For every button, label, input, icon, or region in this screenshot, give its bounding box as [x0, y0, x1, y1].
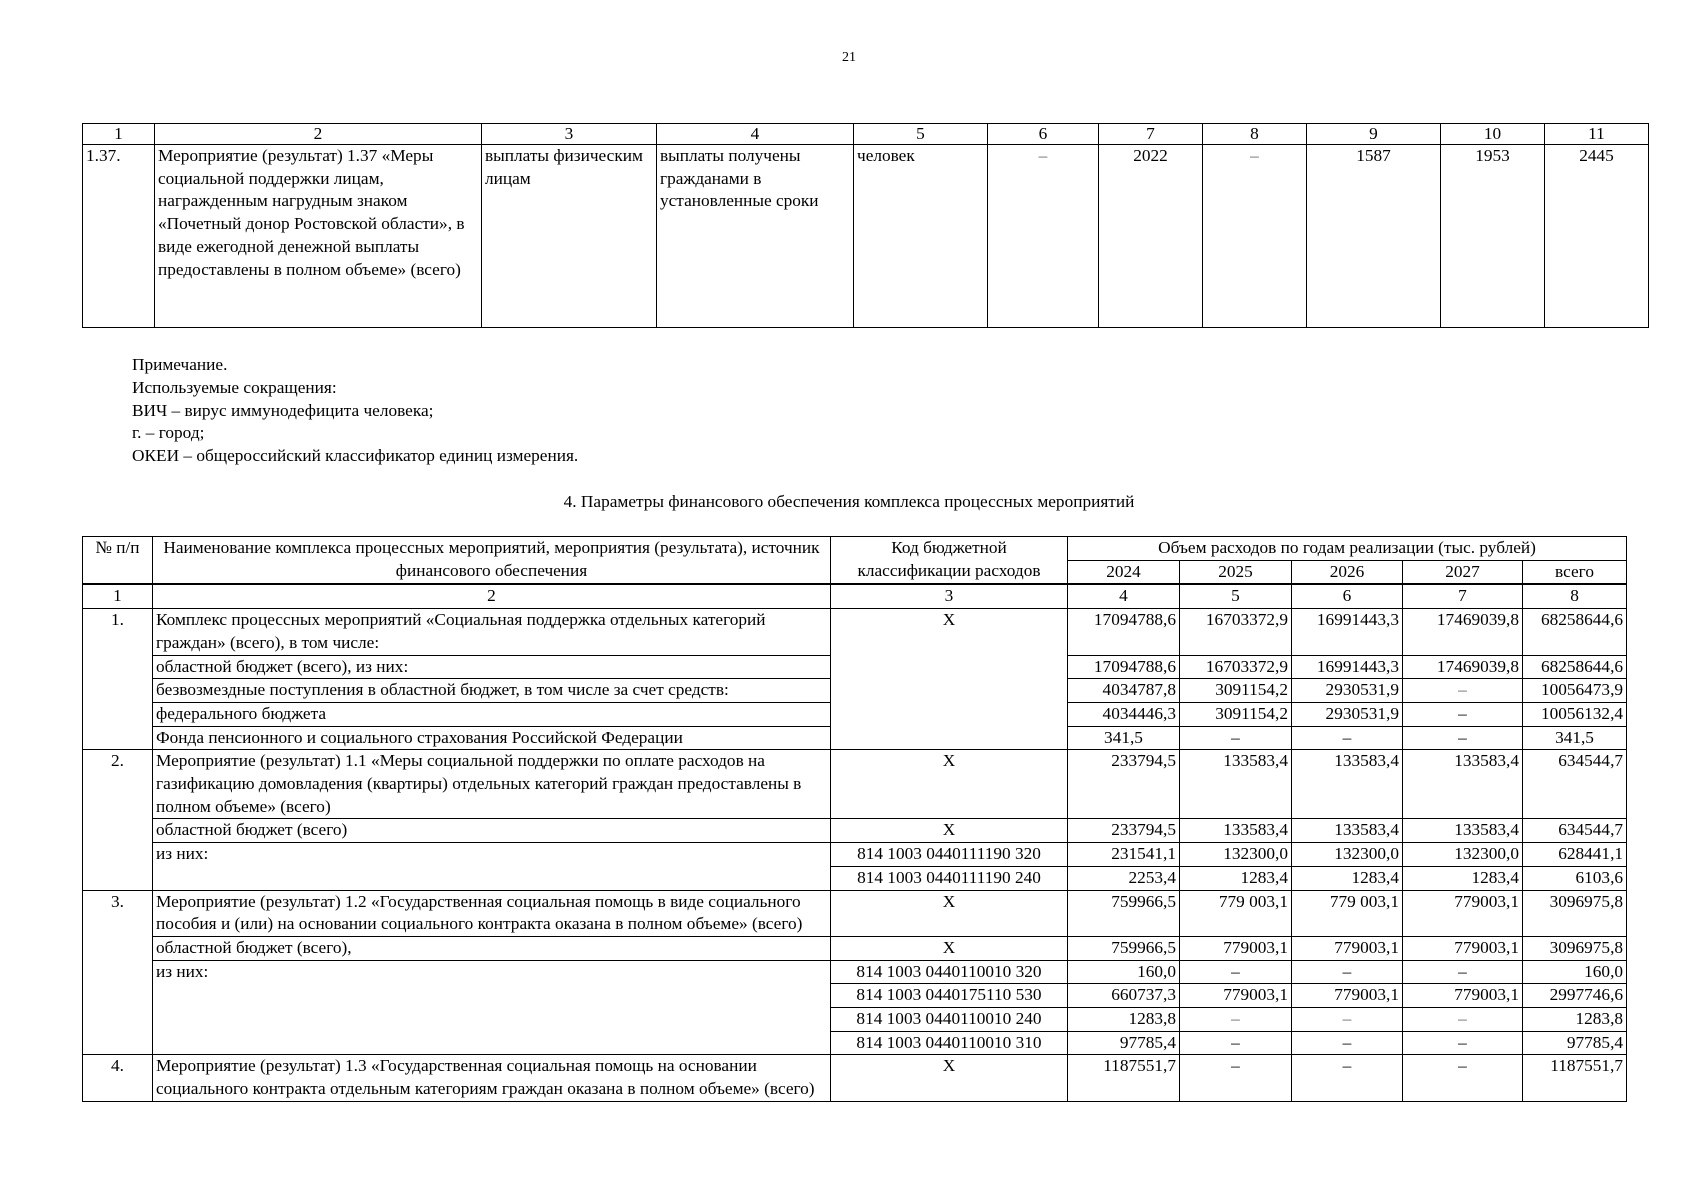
- row-name: Мероприятие (результат) 1.3 «Государственная социальная помощь на основании социального контракта отдельным категориям граждан оказана в полном объеме» (всего): [153, 1055, 831, 1101]
- value-total: 2997746,6: [1523, 984, 1627, 1008]
- measure-name: Мероприятие (результат) 1.37 «Меры социальной поддержки лицам, награжденным нагрудным знаком «Почетный донор Ростовской области», в виде ежегодной денежной выплаты предоставлены в полном объеме» (всего): [155, 145, 482, 328]
- value-2026: –: [1292, 1055, 1403, 1101]
- value-2026: 133583,4: [1292, 819, 1403, 843]
- row-code: Х: [831, 819, 1068, 843]
- value-2026: 779 003,1: [1292, 890, 1403, 936]
- table-row: [83, 843, 1627, 867]
- value-2025: –: [1180, 726, 1292, 750]
- value-2026: 779003,1: [1292, 984, 1403, 1008]
- table-row: [83, 1055, 1627, 1101]
- value-total: 68258644,6: [1523, 609, 1627, 655]
- value-2024: 759966,5: [1068, 890, 1180, 936]
- notes-abbr-heading: Используемые сокращения:: [132, 377, 337, 397]
- value-total: 634544,7: [1523, 750, 1627, 819]
- value-2026: 2930531,9: [1292, 702, 1403, 726]
- value-2027: –: [1403, 1031, 1523, 1055]
- value-2024: 160,0: [1068, 960, 1180, 984]
- row-name: безвозмездные поступления в областной бюджет, в том числе за счет средств:: [153, 679, 831, 703]
- header-cell: 11: [1545, 124, 1649, 145]
- value-total: 160,0: [1523, 960, 1627, 984]
- value-2026: 2930531,9: [1292, 679, 1403, 703]
- value-total: 10056473,9: [1523, 679, 1627, 703]
- notes-item: ОКЕИ – общероссийский классификатор единиц измерения.: [132, 446, 579, 466]
- value-2025: 132300,0: [1180, 843, 1292, 867]
- value-2027: –: [1403, 960, 1523, 984]
- value-total: 3096975,8: [1523, 936, 1627, 960]
- value-total: 341,5: [1523, 726, 1627, 750]
- value-2027: 779003,1: [1403, 984, 1523, 1008]
- value-2024: 1283,8: [1068, 1008, 1180, 1032]
- value-2024: 759966,5: [1068, 936, 1180, 960]
- row-number: 4.: [83, 1055, 153, 1101]
- row-name: из них:: [153, 960, 831, 1055]
- col-number: 6: [1292, 584, 1403, 608]
- col-number: 5: [1180, 584, 1292, 608]
- value-2027: –: [1403, 1008, 1523, 1032]
- notes-item: г. – город;: [132, 423, 205, 443]
- value-2025: 779 003,1: [1180, 890, 1292, 936]
- header-num: № п/п: [83, 537, 153, 585]
- row-number: 1.37.: [83, 145, 155, 328]
- table-row: [83, 145, 1649, 328]
- col-number: 1: [83, 584, 153, 608]
- header-year: 2026: [1292, 560, 1403, 584]
- value-2024: 660737,3: [1068, 984, 1180, 1008]
- row-number: 3.: [83, 890, 153, 1055]
- value-2026: –: [1292, 1031, 1403, 1055]
- header-cell: 8: [1203, 124, 1307, 145]
- value-total: 634544,7: [1523, 819, 1627, 843]
- row-name: областной бюджет (всего): [153, 819, 831, 843]
- header-cell: 3: [482, 124, 657, 145]
- value-2027: 779003,1: [1403, 936, 1523, 960]
- row-code: Х: [831, 890, 1068, 936]
- header-total: всего: [1523, 560, 1627, 584]
- measure-type: выплаты физическим лицам: [482, 145, 657, 328]
- table-row: [83, 750, 1627, 819]
- row-name: из них:: [153, 843, 831, 890]
- value-2025: –: [1180, 1031, 1292, 1055]
- value-2026: 16991443,3: [1292, 655, 1403, 679]
- value-total: 6103,6: [1523, 866, 1627, 890]
- row-name: Фонда пенсионного и социального страхования Российской Федерации: [153, 726, 831, 750]
- cell-8: –: [1203, 145, 1307, 328]
- value-2024: 341,5: [1068, 726, 1180, 750]
- column-numbers-row: [83, 584, 1627, 608]
- row-code: 814 1003 0440110010 320: [831, 960, 1068, 984]
- value-2027: 1283,4: [1403, 866, 1523, 890]
- header-row: [83, 537, 1627, 561]
- row-code: Х: [831, 750, 1068, 819]
- row-number: 1.: [83, 609, 153, 750]
- value-2027: 132300,0: [1403, 843, 1523, 867]
- financing-table: [82, 536, 1627, 1102]
- value-2025: –: [1180, 1008, 1292, 1032]
- header-cell: 9: [1307, 124, 1441, 145]
- row-name: областной бюджет (всего), из них:: [153, 655, 831, 679]
- value-total: 628441,1: [1523, 843, 1627, 867]
- column-numbers-row: [83, 124, 1649, 145]
- value-2024: 231541,1: [1068, 843, 1180, 867]
- col-number: 3: [831, 584, 1068, 608]
- header-year: 2024: [1068, 560, 1180, 584]
- value-total: 68258644,6: [1523, 655, 1627, 679]
- header-cell: 1: [83, 124, 155, 145]
- value-2025: 779003,1: [1180, 984, 1292, 1008]
- row-name: Мероприятие (результат) 1.1 «Меры социальной поддержки по оплате расходов на газификацию домовладения (квартиры) отдельных категорий граждан предоставлены в полном объеме» (всего): [153, 750, 831, 819]
- value-total: 1187551,7: [1523, 1055, 1627, 1101]
- row-name: Комплекс процессных мероприятий «Социальная поддержка отдельных категорий граждан» (всего), в том числе:: [153, 609, 831, 655]
- value-2025: –: [1180, 960, 1292, 984]
- table-row: [83, 819, 1627, 843]
- header-cell: 2: [155, 124, 482, 145]
- row-code: 814 1003 0440110010 310: [831, 1031, 1068, 1055]
- value-2025: 3091154,2: [1180, 679, 1292, 703]
- row-code: 814 1003 0440175110 530: [831, 984, 1068, 1008]
- row-name: областной бюджет (всего),: [153, 936, 831, 960]
- value-2026: 1283,4: [1292, 866, 1403, 890]
- cell-7: 2022: [1099, 145, 1203, 328]
- value-2025: 3091154,2: [1180, 702, 1292, 726]
- cell-6: –: [988, 145, 1099, 328]
- value-2026: –: [1292, 960, 1403, 984]
- value-2027: –: [1403, 726, 1523, 750]
- value-2027: 133583,4: [1403, 819, 1523, 843]
- value-2024: 233794,5: [1068, 750, 1180, 819]
- value-2024: 4034787,8: [1068, 679, 1180, 703]
- header-code: Код бюджетной классификации расходов: [831, 537, 1068, 585]
- value-2027: –: [1403, 679, 1523, 703]
- value-2027: –: [1403, 702, 1523, 726]
- value-2027: 17469039,8: [1403, 609, 1523, 655]
- notes-title: Примечание.: [132, 355, 228, 374]
- row-name: федерального бюджета: [153, 702, 831, 726]
- header-volume: Объем расходов по годам реализации (тыс. рублей): [1068, 537, 1627, 561]
- value-total: 3096975,8: [1523, 890, 1627, 936]
- value-2025: 16703372,9: [1180, 655, 1292, 679]
- table-row: [83, 890, 1627, 936]
- header-cell: 6: [988, 124, 1099, 145]
- value-2024: 233794,5: [1068, 819, 1180, 843]
- header-cell: 10: [1441, 124, 1545, 145]
- cell-10: 1953: [1441, 145, 1545, 328]
- value-2025: –: [1180, 1055, 1292, 1101]
- value-total: 1283,8: [1523, 1008, 1627, 1032]
- row-code: Х: [831, 936, 1068, 960]
- table-row: [83, 936, 1627, 960]
- table-row: [83, 609, 1627, 655]
- col-number: 7: [1403, 584, 1523, 608]
- row-code: 814 1003 0440111190 240: [831, 866, 1068, 890]
- value-2026: 16991443,3: [1292, 609, 1403, 655]
- value-2027: 17469039,8: [1403, 655, 1523, 679]
- row-code: Х: [831, 1055, 1068, 1101]
- value-2027: 779003,1: [1403, 890, 1523, 936]
- value-2026: –: [1292, 1008, 1403, 1032]
- header-year: 2025: [1180, 560, 1292, 584]
- header-cell: 7: [1099, 124, 1203, 145]
- header-name: Наименование комплекса процессных мероприятий, мероприятия (результата), источник финансового обеспечения: [153, 537, 831, 585]
- col-number: 2: [153, 584, 831, 608]
- row-name: Мероприятие (результат) 1.2 «Государственная социальная помощь в виде социального пособия и (или) на основании социального контракта оказана в полном объеме» (всего): [153, 890, 831, 936]
- header-year: 2027: [1403, 560, 1523, 584]
- value-2024: 17094788,6: [1068, 609, 1180, 655]
- col-number: 4: [1068, 584, 1180, 608]
- value-2027: 133583,4: [1403, 750, 1523, 819]
- value-2026: –: [1292, 726, 1403, 750]
- page-number: 21: [842, 50, 856, 65]
- measure-result: выплаты получены гражданами в установленные сроки: [657, 145, 854, 328]
- value-2025: 133583,4: [1180, 819, 1292, 843]
- value-2025: 16703372,9: [1180, 609, 1292, 655]
- cell-11: 2445: [1545, 145, 1649, 328]
- indicators-table: [82, 123, 1649, 328]
- value-2024: 4034446,3: [1068, 702, 1180, 726]
- value-2025: 133583,4: [1180, 750, 1292, 819]
- row-number: 2.: [83, 750, 153, 890]
- value-total: 10056132,4: [1523, 702, 1627, 726]
- section-title: 4. Параметры финансового обеспечения комплекса процессных мероприятий: [563, 492, 1135, 511]
- value-2026: 779003,1: [1292, 936, 1403, 960]
- row-code: 814 1003 0440110010 240: [831, 1008, 1068, 1032]
- col-number: 8: [1523, 584, 1627, 608]
- value-2026: 132300,0: [1292, 843, 1403, 867]
- value-2024: 97785,4: [1068, 1031, 1180, 1055]
- row-code: Х: [831, 609, 1068, 750]
- value-2025: 779003,1: [1180, 936, 1292, 960]
- value-2027: –: [1403, 1055, 1523, 1101]
- value-total: 97785,4: [1523, 1031, 1627, 1055]
- header-cell: 4: [657, 124, 854, 145]
- notes-block: [132, 354, 578, 468]
- table-row: [83, 960, 1627, 984]
- notes-item: ВИЧ – вирус иммунодефицита человека;: [132, 400, 434, 420]
- value-2024: 1187551,7: [1068, 1055, 1180, 1101]
- cell-9: 1587: [1307, 145, 1441, 328]
- value-2024: 17094788,6: [1068, 655, 1180, 679]
- value-2024: 2253,4: [1068, 866, 1180, 890]
- value-2026: 133583,4: [1292, 750, 1403, 819]
- header-cell: 5: [854, 124, 988, 145]
- row-code: 814 1003 0440111190 320: [831, 843, 1068, 867]
- unit: человек: [854, 145, 988, 328]
- value-2025: 1283,4: [1180, 866, 1292, 890]
